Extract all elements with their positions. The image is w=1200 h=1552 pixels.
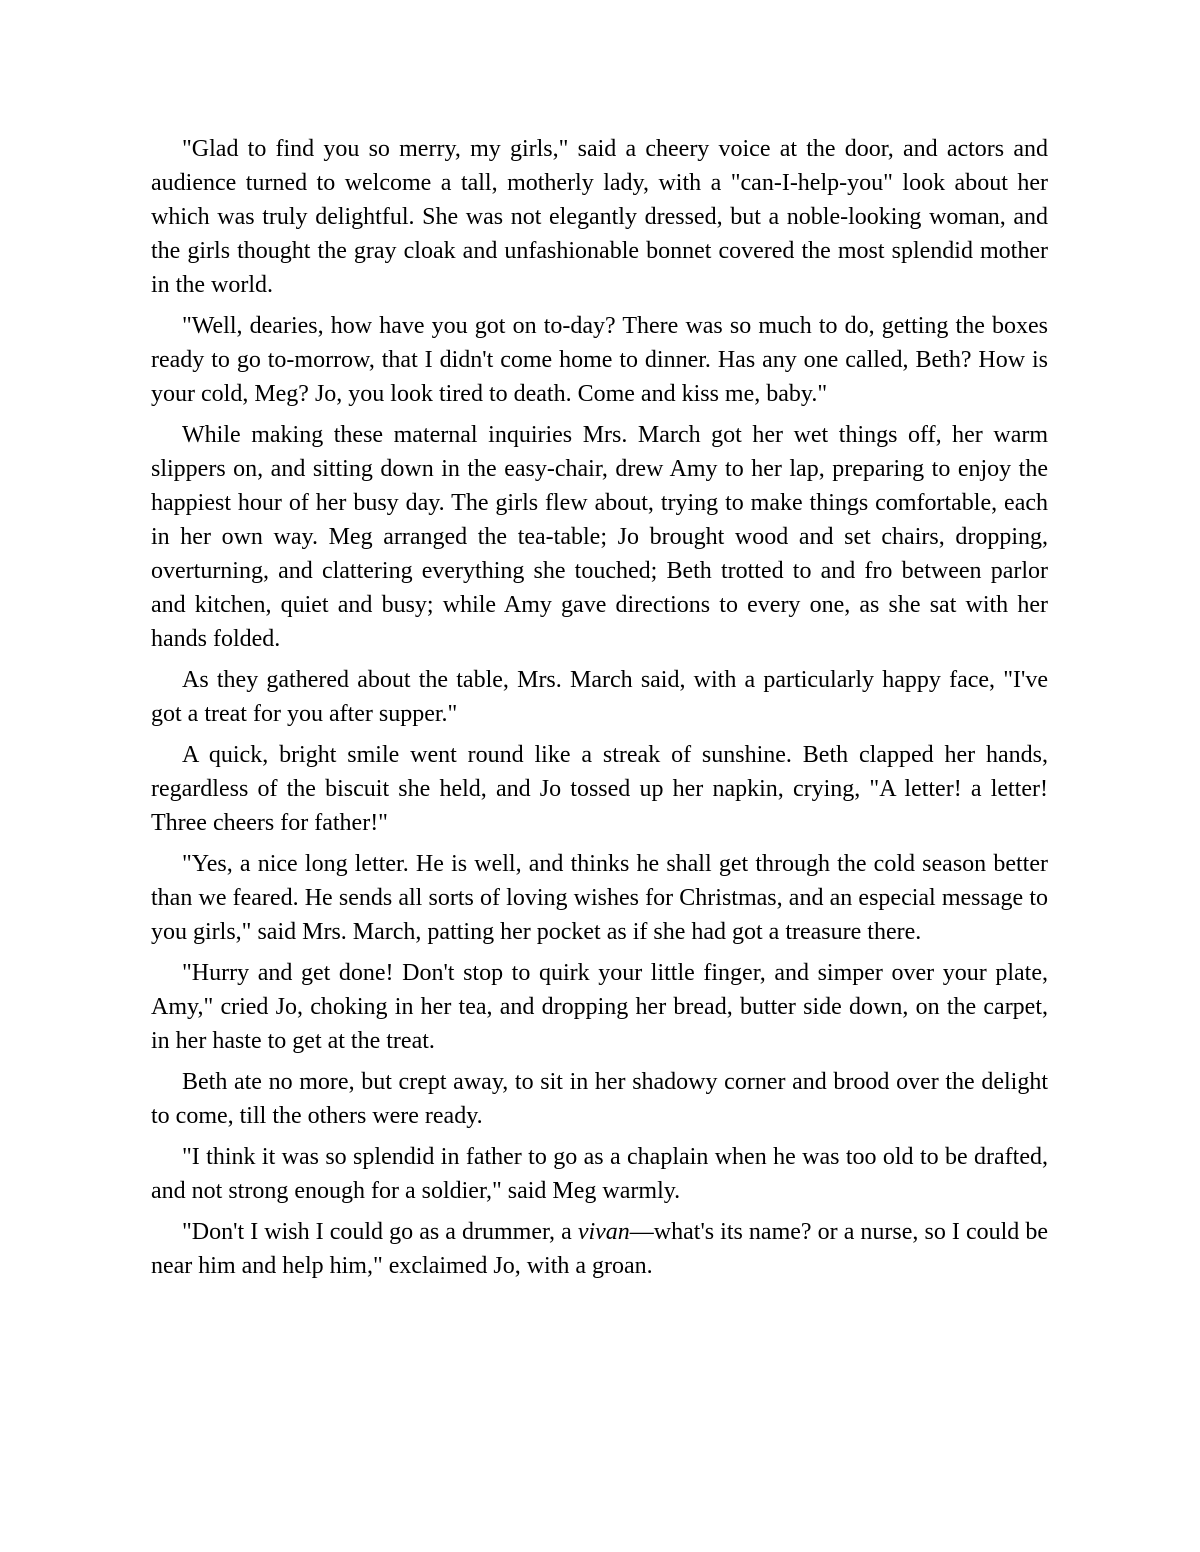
text-run: —what's its name? or a nurse, so I could be near him and help him," exclaimed Jo, with a groan. — [151, 1219, 1048, 1279]
paragraph — [151, 132, 1048, 302]
paragraph — [151, 956, 1048, 1058]
text-run: A quick, bright smile went round like a streak of sunshine. Beth clapped her hands, regardless of the biscuit she held, and Jo tossed up her napkin, crying, "A letter! a letter! Three cheers for father!" — [151, 742, 1048, 836]
italic-text-run: vivan — [577, 1219, 630, 1245]
page-text — [151, 132, 1048, 1283]
paragraph — [151, 1065, 1048, 1133]
text-run: "Well, dearies, how have you got on to-day? There was so much to do, getting the boxes ready to go to-morrow, that I didn't come home to dinner. Has any one called, Beth? How is your cold, Meg? Jo, you look tired to death. Come and kiss me, baby." — [151, 313, 1048, 407]
paragraph — [151, 738, 1048, 840]
text-run: "Don't I wish I could go as a drummer, a — [182, 1219, 578, 1245]
paragraph — [151, 309, 1048, 411]
text-run: "Yes, a nice long letter. He is well, and thinks he shall get through the cold season better than we feared. He sends all sorts of loving wishes for Christmas, and an especial message to you girls," said Mrs. March, patting her pocket as if she had got a treasure there. — [151, 851, 1048, 945]
paragraph — [151, 663, 1048, 731]
text-run: Beth ate no more, but crept away, to sit in her shadowy corner and brood over the delight to come, till the others were ready. — [151, 1069, 1048, 1129]
text-run: "I think it was so splendid in father to go as a chaplain when he was too old to be drafted, and not strong enough for a soldier," said Meg warmly. — [151, 1144, 1048, 1204]
paragraph — [151, 418, 1048, 656]
paragraph — [151, 1215, 1048, 1283]
paragraph — [151, 847, 1048, 949]
text-run: "Glad to find you so merry, my girls," said a cheery voice at the door, and actors and audience turned to welcome a tall, motherly lady, with a "can-I-help-you" look about her which was truly delightful. She was not elegantly dressed, but a noble-looking woman, and the girls thought the gray cloak and unfashionable bonnet covered the most splendid mother in the world. — [151, 136, 1048, 298]
text-run: As they gathered about the table, Mrs. March said, with a particularly happy face, "I've got a treat for you after supper." — [151, 667, 1048, 727]
paragraph — [151, 1140, 1048, 1208]
text-run: While making these maternal inquiries Mrs. March got her wet things off, her warm slippers on, and sitting down in the easy-chair, drew Amy to her lap, preparing to enjoy the happiest hour of her busy day. The girls flew about, trying to make things comfortable, each in her own way. Meg arranged the tea-table; Jo brought wood and set chairs, dropping, overturning, and clattering everything she touched; Beth trotted to and fro between parlor and kitchen, quiet and busy; while Amy gave directions to every one, as she sat with her hands folded. — [151, 422, 1048, 652]
text-run: "Hurry and get done! Don't stop to quirk your little finger, and simper over your plate, Amy," cried Jo, choking in her tea, and dropping her bread, butter side down, on the carpet, in her haste to get at the treat. — [151, 960, 1048, 1054]
